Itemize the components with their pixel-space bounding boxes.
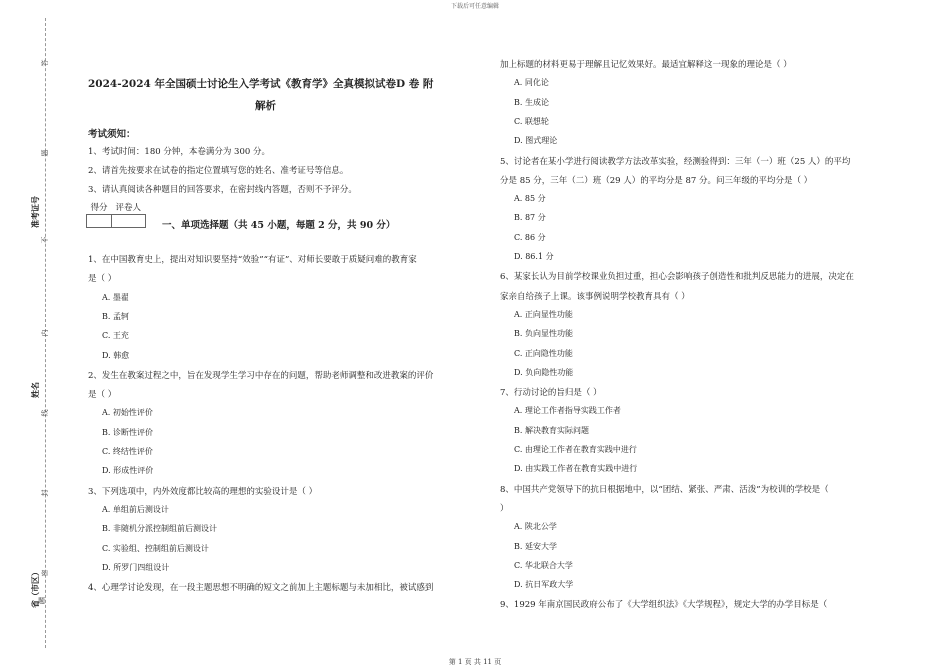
binding-char: 题 <box>41 149 49 157</box>
answer-option: B. 诊断性评价 <box>102 427 153 437</box>
binding-char: 答 <box>41 59 49 67</box>
answer-option: C. 由理论工作者在教育实践中进行 <box>514 445 637 454</box>
score-cell <box>87 215 112 228</box>
answer-option: D. 抗日军政大学 <box>514 580 574 590</box>
header-note: 下载后可任意编辑 <box>450 3 499 10</box>
question-text: 3、下列选项中，内外效度都比较高的理想的实验设计是（ ） <box>88 486 318 497</box>
province-field-label: 省（市区） <box>30 568 40 608</box>
answer-option: C. 王充 <box>102 331 129 341</box>
question-text: 家亲自给孩子上课。该事例说明学校教育具有（ ） <box>500 291 690 302</box>
answer-option: C. 联想轮 <box>514 116 549 126</box>
answer-option: D. 所罗门四组设计 <box>102 562 170 572</box>
answer-option: C. 实验组、控制组前后测设计 <box>102 543 209 553</box>
question-text: 6、某家长认为目前学校课业负担过重，担心会影响孩子创造性和批判反思能力的进展，决定在 <box>500 272 854 283</box>
question-text: 分是 85 分，三年（二）班（29 人）的平均分是 87 分。问三年级的平均分是（ ） <box>500 175 813 186</box>
answer-option: C. 华北联合大学 <box>514 560 573 570</box>
question-text: 加上标题的材料更易于理解且记忆效果好。最适宜解释这一现象的理论是（ ） <box>500 60 792 70</box>
answer-option: B. 延安大学 <box>514 541 557 551</box>
answer-option: A. 理论工作者指导实践工作者 <box>514 406 621 416</box>
binding-char: 密 <box>41 569 49 577</box>
score-label: 得分 <box>87 200 112 215</box>
answer-option: A. 85 分 <box>514 194 546 204</box>
answer-option: B. 孟轲 <box>102 311 129 321</box>
binding-char: 内 <box>41 329 49 337</box>
question-text: 5、讨论者在某小学进行阅读教学方法改革实验，经测验得到：三年（一）班（25 人）的平均 <box>500 156 851 167</box>
answer-option: A. 墨翟 <box>102 292 129 302</box>
question-text: 8、中国共产党领导下的抗日根据地中，以“团结、紧张、严肃、活泼”为校训的学校是（ <box>500 484 829 495</box>
binding-char: 封 <box>41 489 49 497</box>
exam-number-field-label: 准考证号 <box>30 196 40 228</box>
answer-option: A. 陕北公学 <box>514 522 557 532</box>
answer-option: B. 87 分 <box>514 213 546 223</box>
question-text: ） <box>500 503 509 514</box>
answer-option: B. 非随机分派控制组前后测设计 <box>102 524 217 534</box>
answer-option: A. 正向显性功能 <box>514 309 573 319</box>
question-text: 4、心理学讨论发现，在一段主题思想不明确的短文之前加上主题标题与未加相比，被试感到 <box>88 583 434 594</box>
notice-title: 考试须知： <box>88 129 136 140</box>
score-box <box>86 200 146 228</box>
answer-option: D. 形成性评价 <box>102 466 154 476</box>
notice-item: 1、考试时间：180 分钟，本卷满分为 300 分。 <box>88 147 270 157</box>
question-text: 是（ ） <box>88 390 117 401</box>
question-text: 1、在中国教育史上，提出对知识要坚持“效验”“有证”、对师长要敢于质疑问难的教育家 <box>88 255 417 265</box>
answer-option: A. 初始性评价 <box>102 408 153 418</box>
name-field-label: 姓名 <box>30 382 40 398</box>
answer-option: D. 负向隐性功能 <box>514 367 574 377</box>
page-title: 2024-2024 年全国硕士讨论生入学考试《教育学》全真模拟试卷D 卷 附 <box>88 78 434 90</box>
question-text: 7、行动讨论的旨归是（ ） <box>500 388 602 399</box>
binding-char: 不 <box>41 236 49 244</box>
grader-label: 评卷人 <box>112 200 146 215</box>
notice-item: 3、请认真阅读各种题目的回答要求，在密封线内答题，否则不予评分。 <box>88 185 357 195</box>
answer-option: D. 86.1 分 <box>514 252 554 261</box>
answer-option: B. 生成论 <box>514 97 549 107</box>
answer-option: D. 韩愈 <box>102 350 130 360</box>
answer-option: C. 正向隐性功能 <box>514 348 573 358</box>
answer-option: D. 图式理论 <box>514 136 558 146</box>
answer-option: A. 同化论 <box>514 78 549 88</box>
answer-option: C. 86 分 <box>514 232 546 242</box>
grader-cell <box>112 215 146 228</box>
binding-char: 线 <box>41 409 49 417</box>
answer-option: C. 终结性评价 <box>102 447 153 456</box>
question-text: 是（ ） <box>88 274 117 285</box>
page-footer: 第 1 页 共 11 页 <box>448 658 502 666</box>
answer-option: D. 由实践工作者在教育实践中进行 <box>514 464 638 474</box>
binding-char: 题 <box>38 597 45 605</box>
page-title-line2: 解析 <box>255 100 276 112</box>
question-text: 9、1929 年南京国民政府公布了《大学组织法》《大学规程》，规定大学的办学目标是（ <box>500 600 828 611</box>
answer-option: A. 单组前后测设计 <box>102 504 169 514</box>
answer-option: B. 解决教育实际问题 <box>514 425 589 435</box>
question-text: 2、发生在教案过程之中，旨在发现学生学习中存在的问题，帮助老师调整和改进教案的评价 <box>88 370 434 381</box>
notice-item: 2、请首先按要求在试卷的指定位置填写您的姓名、准考证号等信息。 <box>88 166 349 176</box>
answer-option: B. 负向显性功能 <box>514 329 573 339</box>
section-title: 一、单项选择题（共 45 小题，每题 2 分，共 90 分） <box>162 220 396 231</box>
